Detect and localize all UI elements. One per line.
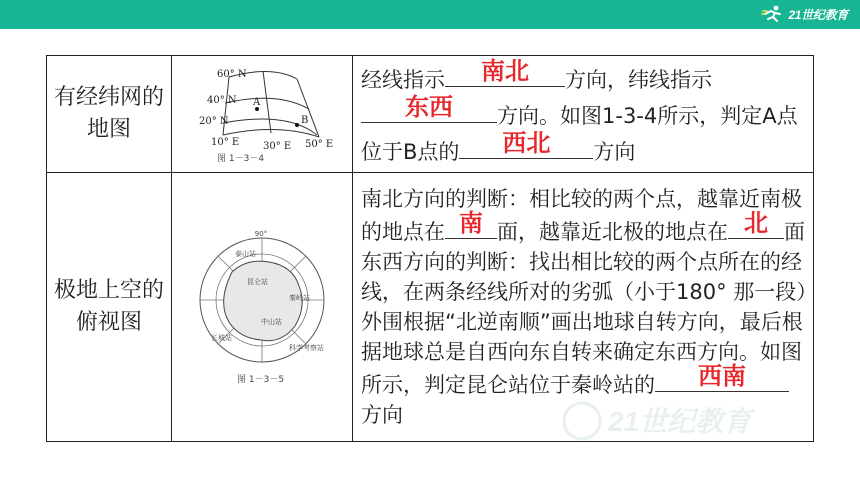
brand-logo <box>761 4 848 24</box>
answer-blank <box>445 57 565 87</box>
answer-text: 西南 <box>698 362 746 390</box>
svg-text:科学考察站: 科学考察站 <box>289 344 324 352</box>
answer-text: 东西 <box>405 93 453 121</box>
row-desc-latlon: 经线指示 南北 方向，纬线指示 东西 方向。如图1-3-4所示，判定A点位于B点的 西北 方向 <box>361 57 798 164</box>
row-label-polar-view: 极地上空的俯视图 <box>53 278 164 335</box>
figure-caption-1-3-5: 图 1－3－5 <box>237 375 285 385</box>
answer-blank <box>728 209 784 239</box>
svg-text:长城站: 长城站 <box>211 334 232 342</box>
svg-text:B: B <box>301 115 309 126</box>
answer-text: 北 <box>744 209 768 237</box>
answer-blank <box>361 93 497 123</box>
svg-text:60° N: 60° N <box>217 69 247 80</box>
figure-caption-1-3-4: 图 1－3－4 <box>217 154 265 163</box>
svg-text:中山站: 中山站 <box>261 318 282 326</box>
svg-text:10° E: 10° E <box>211 137 240 148</box>
row-desc-polar: 南北方向的判断：相比较的两个点，越靠近南极的地点在 南 面，越靠近北极的地点在 北 面东西方向的判断：找出相比较的两个点所在的经线，在两条经线所对的劣弧（小于180° 那一段）外围根据“北逆南顺”画出地球自转方向，最后根据地球总是自西向东自转来确定东西方向。如图所示，判定昆仑站位于秦岭站的 西南 方向 <box>361 187 807 427</box>
logo-text: 21世纪教育 <box>788 7 848 22</box>
row-label-latlon-map: 有经纬网的地图 <box>53 85 164 142</box>
svg-text:秦岭站: 秦岭站 <box>289 294 310 302</box>
answer-text: 西北 <box>502 129 551 157</box>
answer-blank <box>655 362 789 392</box>
content-table <box>46 55 814 442</box>
svg-text:昆仑站: 昆仑站 <box>247 278 268 286</box>
runner-logo-icon <box>761 5 785 23</box>
answer-text: 南 <box>459 209 483 237</box>
table-row-polar <box>47 173 814 442</box>
svg-text:90°: 90° <box>254 230 268 238</box>
svg-text:40° N: 40° N <box>207 95 237 106</box>
answer-text: 南北 <box>481 57 529 85</box>
svg-text:A: A <box>253 97 261 108</box>
answer-blank <box>459 129 593 159</box>
answer-blank <box>445 209 497 239</box>
latlon-grid-figure <box>177 65 347 163</box>
watermark-text: 21世纪教育 <box>608 406 752 437</box>
polar-view-figure <box>177 222 347 392</box>
table-row-latlon <box>47 56 814 173</box>
svg-text:50° E: 50° E <box>305 139 334 150</box>
header-bar <box>0 0 860 29</box>
svg-text:30° E: 30° E <box>263 141 292 152</box>
svg-text:泰山站: 泰山站 <box>235 250 256 258</box>
svg-text:20° N: 20° N <box>199 116 229 127</box>
